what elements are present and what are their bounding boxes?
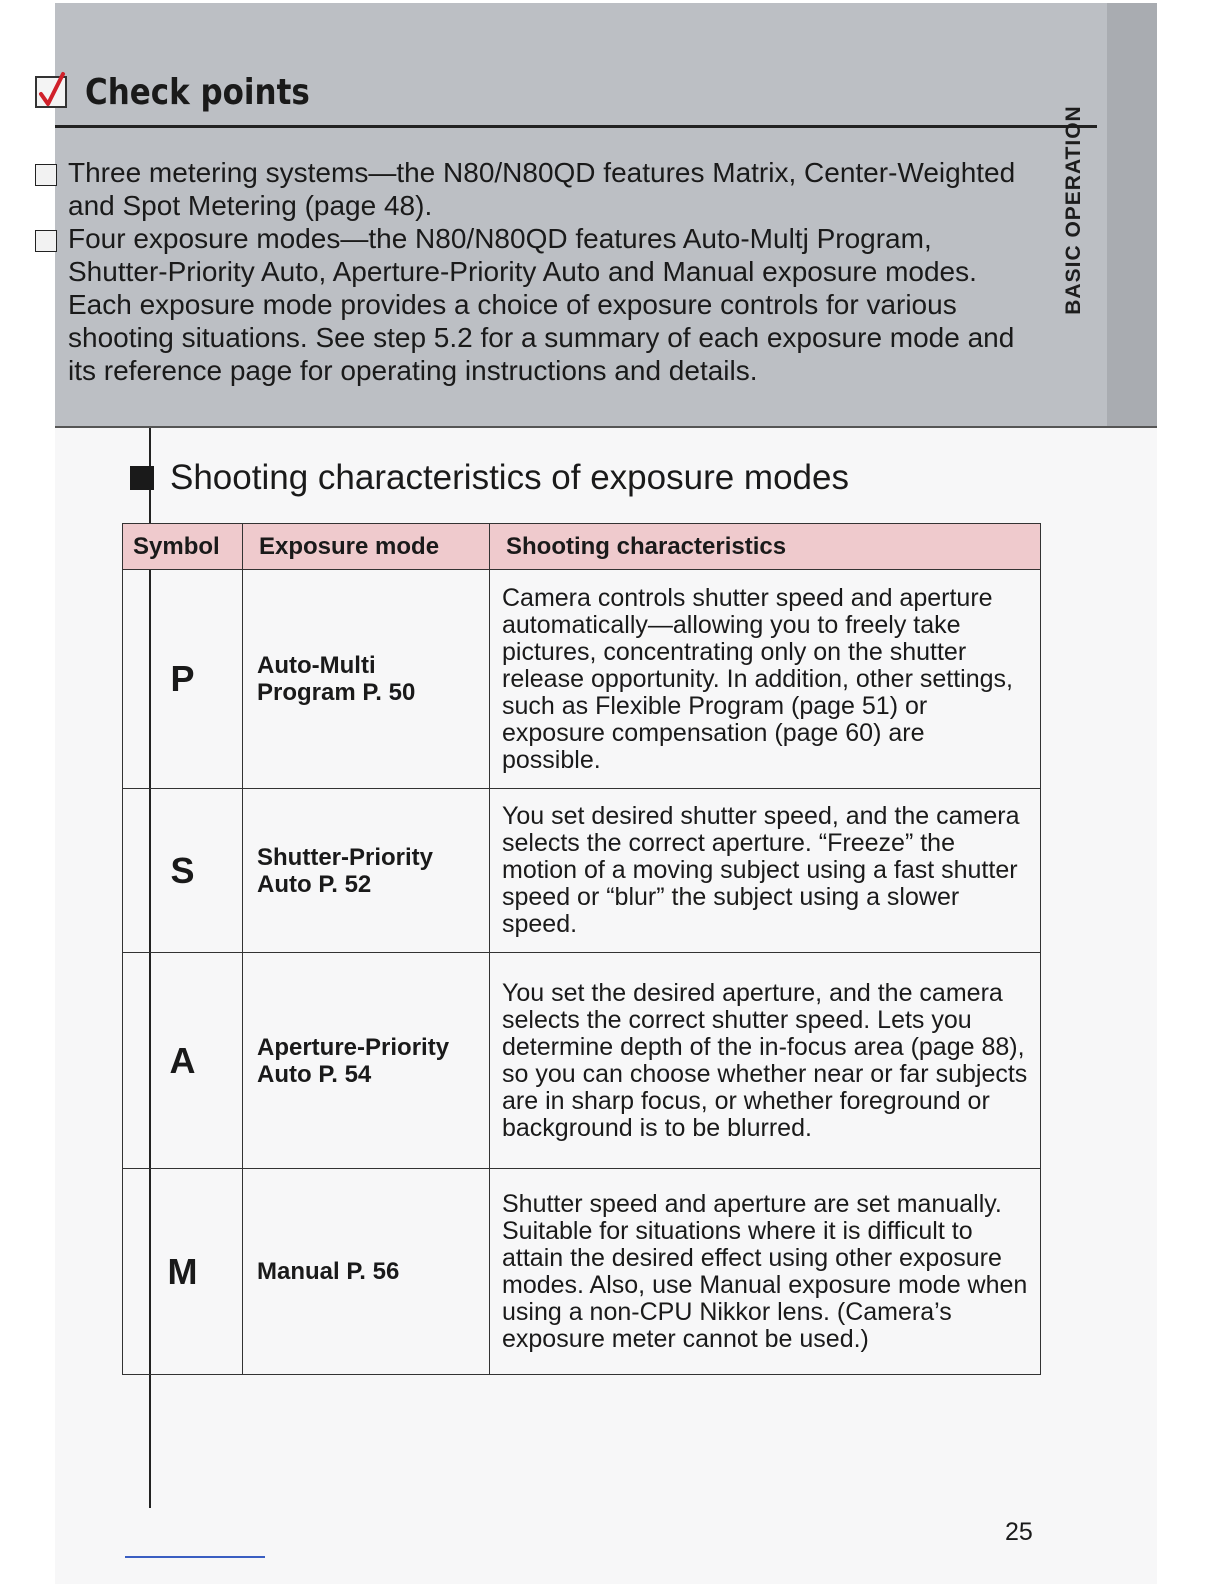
header-shooting-characteristics: Shooting characteristics	[490, 524, 1041, 570]
band-bottom-rule	[55, 426, 1157, 428]
mode-symbol: P	[123, 570, 243, 789]
mode-characteristics: Camera controls shutter speed and aperture automatically—allowing you to freely take pictures, concentrating only on the shutter release opportunity. In addition, other settings, such as Flexible Program (page 51) or exposure compensation (page 60) are possible.	[490, 570, 1041, 789]
check-item	[35, 222, 1035, 387]
section-title: Shooting characteristics of exposure modes	[170, 458, 849, 497]
title-rule	[55, 125, 1097, 128]
check-item-text: Three metering systems—the N80/N80QD features Matrix, Center-Weighted and Spot Metering (page 48).	[68, 157, 1016, 221]
table-row	[123, 1169, 1041, 1375]
mode-name: Auto-Multi Program P. 50	[243, 570, 490, 789]
mode-characteristics: You set desired shutter speed, and the camera selects the correct aperture. “Freeze” the motion of a moving subject using a fast shutter speed or “blur” the subject using a slower speed.	[490, 789, 1041, 953]
check-points-list	[35, 156, 1035, 387]
side-tab	[1107, 3, 1157, 428]
check-points-heading	[35, 70, 346, 114]
check-item-text: Four exposure modes—the N80/N80QD features Auto-Multj Program, Shutter-Priority Auto, Aperture-Priority Auto and Manual exposure modes. Each exposure mode provides a choice of exposure controls for various shooting situations. See step 5.2 for a summary of each exposure mode and its reference page for operating instructions and details.	[68, 223, 1015, 386]
mode-characteristics: You set the desired aperture, and the camera selects the correct shutter speed. Lets you determine depth of the in-focus area (page 88), so you can choose whether near or far subjects are in sharp focus, or whether foreground or background is to be blurred.	[490, 953, 1041, 1169]
bullet-square-icon	[130, 466, 154, 490]
mode-symbol: M	[123, 1169, 243, 1375]
header-symbol: Symbol	[123, 524, 243, 570]
table-header-row	[123, 524, 1041, 570]
checkmark-icon	[35, 76, 67, 108]
mode-name: Manual P. 56	[243, 1169, 490, 1375]
mode-symbol: A	[123, 953, 243, 1169]
exposure-modes-table	[122, 523, 1041, 1375]
table-row	[123, 570, 1041, 789]
checkbox-icon	[35, 164, 57, 186]
header-exposure-mode: Exposure mode	[243, 524, 490, 570]
table-row	[123, 789, 1041, 953]
mode-symbol: S	[123, 789, 243, 953]
table-row	[123, 953, 1041, 1169]
mode-name: Aperture-Priority Auto P. 54	[243, 953, 490, 1169]
page-number: 25	[1005, 1518, 1033, 1546]
section-heading	[130, 458, 849, 498]
mode-name: Shutter-Priority Auto P. 52	[243, 789, 490, 953]
mode-characteristics: Shutter speed and aperture are set manually. Suitable for situations where it is difficult to attain the desired effect using other exposure modes. Also, use Manual exposure mode when using a non-CPU Nikkor lens. (Camera’s exposure meter cannot be used.)	[490, 1169, 1041, 1375]
side-tab-label: BASIC OPERATION	[1062, 105, 1085, 315]
check-points-title: Check points	[85, 71, 310, 113]
scan-edge-mark	[125, 1556, 265, 1558]
check-item	[35, 156, 1035, 222]
checkbox-icon	[35, 230, 57, 252]
